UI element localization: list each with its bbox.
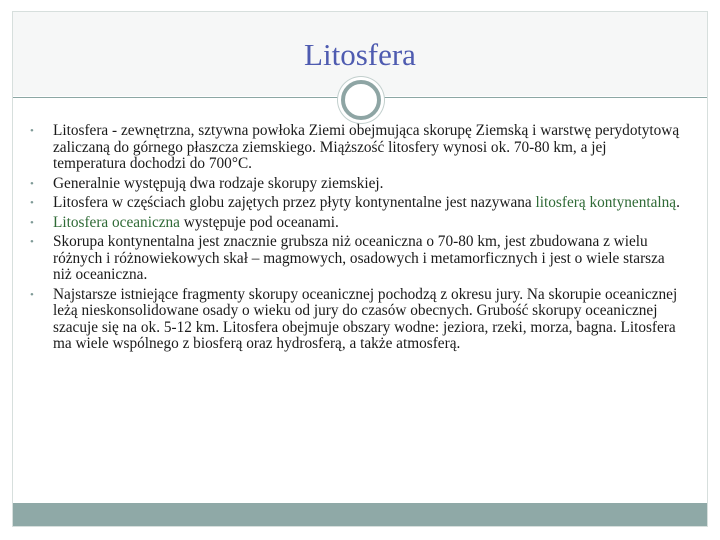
bullet-icon: • <box>30 288 34 301</box>
bullet-text-after: występuje pod oceanami. <box>179 213 339 231</box>
list-item <box>30 287 680 353</box>
term-highlight: Litosfera oceaniczna <box>53 213 180 231</box>
list-item <box>30 234 680 284</box>
bullet-text-after: . <box>676 194 680 211</box>
bullet-text: - zewnętrzna, sztywna powłoka Ziemi obejmująca skorupę Ziemską i warstwę perydotytową zaliczaną do górnego płaszcza ziemskiego. Miąższość litosfery wynosi ok. 70-80 km, a jej temperatura dochodzi do 700°C. <box>53 122 680 172</box>
bullet-icon: • <box>30 197 34 209</box>
slide-title: Litosfera <box>304 37 416 72</box>
bullet-icon: • <box>30 236 34 248</box>
bullet-text: Skorupa kontynentalna jest znacznie grubsza niż oceaniczna o 70-80 km, jest zbudowana z wielu różnych i różnowiekowych skał – magmowych, osadowych i metamorficznych i jest o wiele starsza niż oceaniczna. <box>53 233 665 283</box>
bullet-icon: • <box>30 216 34 229</box>
bullet-text: Litosfera w częściach globu zajętych przez płyty kontynentalne jest nazywana <box>53 194 536 211</box>
term-highlight: litosferą kontynentalną <box>535 194 677 211</box>
bullet-text: Generalnie występują dwa rodzaje skorupy ziemskiej. <box>53 174 384 192</box>
bullet-lead: Litosfera <box>53 122 109 139</box>
footer-band <box>13 503 707 526</box>
list-item <box>30 123 680 173</box>
list-item <box>30 176 680 193</box>
list-item <box>30 195 680 212</box>
ring-ornament-icon <box>341 80 381 120</box>
bullet-icon: • <box>30 125 34 137</box>
list-item <box>30 215 680 232</box>
bullet-list <box>30 123 680 356</box>
bullet-text: Najstarsze istniejące fragmenty skorupy oceanicznej pochodzą z okresu jury. Na skorupie oceanicznej leżą nieskonsolidowane osady o wieku od jury do czasów obecnych. Grubość skorupy oceanicznej szacuje się na ok. 5-12 km. Litosfera obejmuje obszary wodne: jeziora, rzeki, morza, bagna. Litosfera ma wiele wspólnego z biosferą oraz hydrosferą, a także atmosferą. <box>53 285 678 352</box>
bullet-icon: • <box>30 177 34 190</box>
